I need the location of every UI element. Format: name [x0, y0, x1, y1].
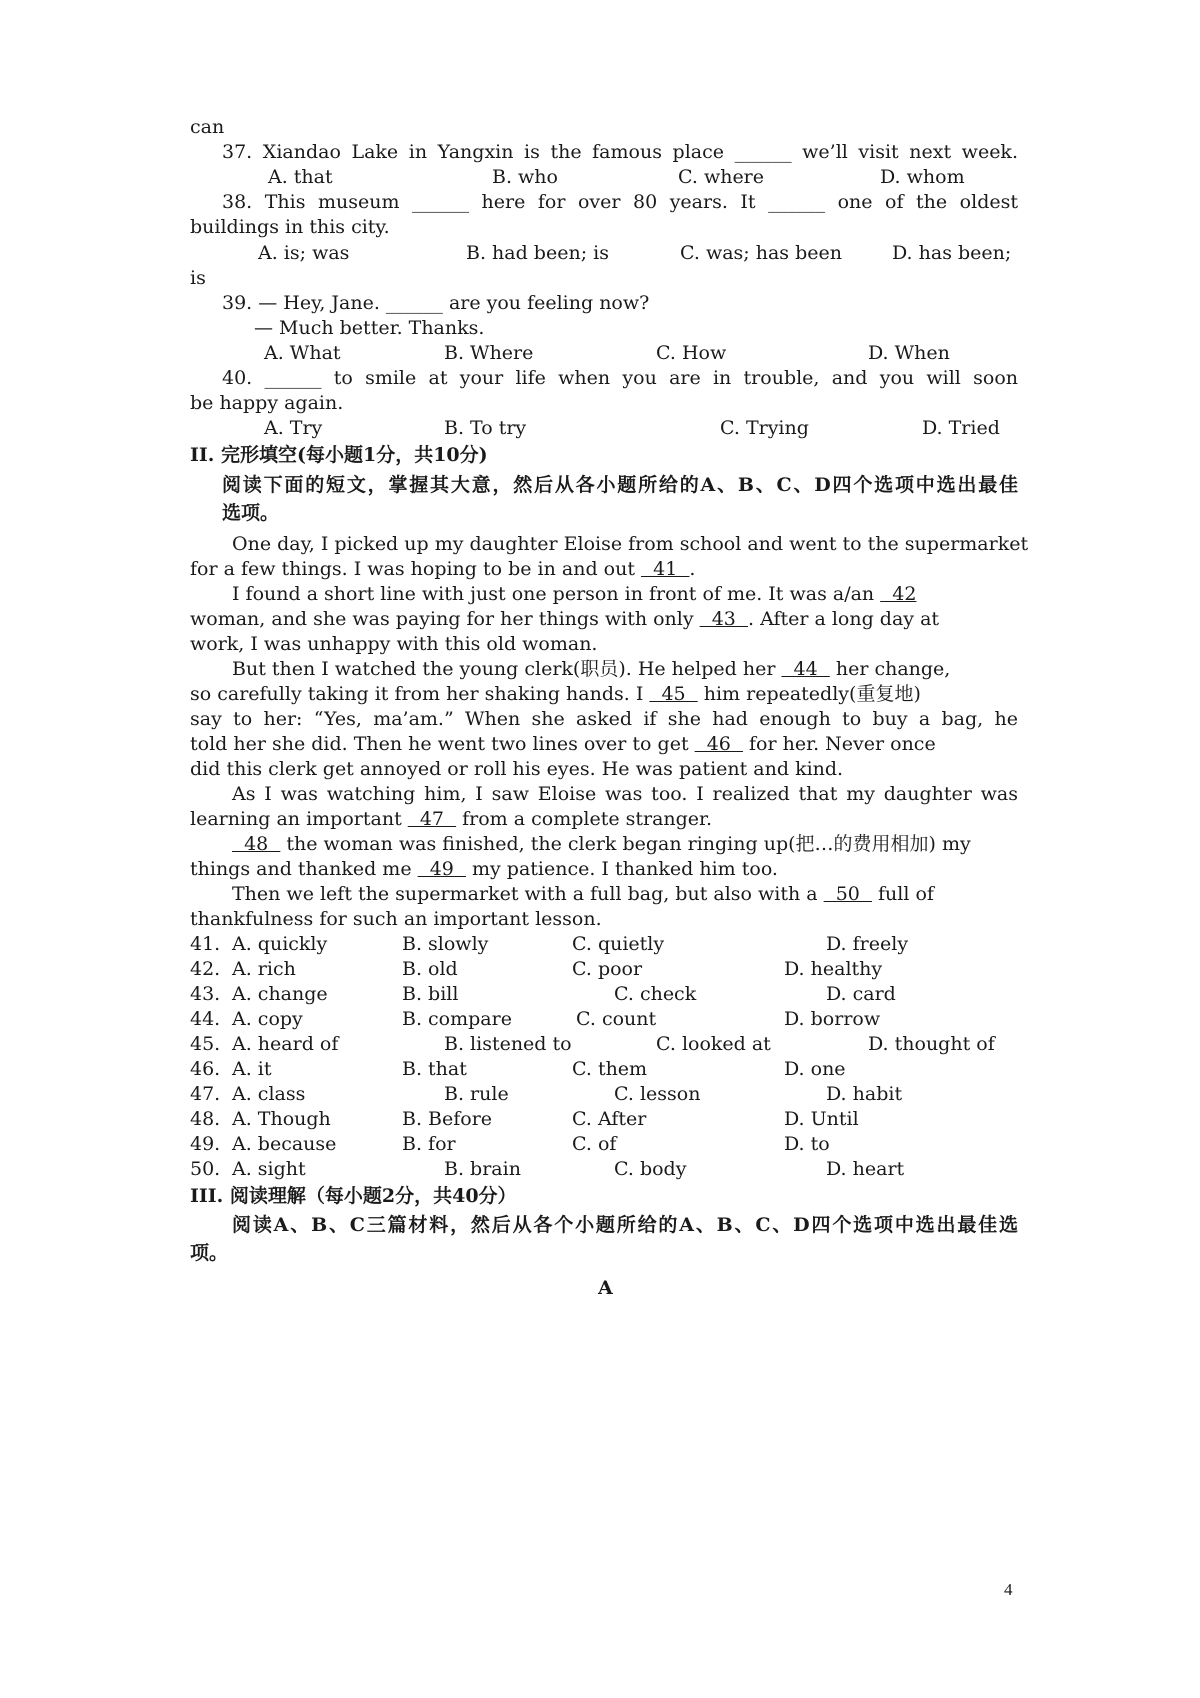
option-c: C. check: [614, 983, 697, 1005]
q39-option-d: D. When: [868, 342, 950, 364]
question-40-cont: be happy again.: [190, 392, 344, 414]
q40-option-d: D. Tried: [922, 417, 1000, 439]
option-c: C. looked at: [656, 1033, 771, 1055]
blank-41: 41: [641, 558, 690, 580]
passage-line: One day, I picked up my daughter Eloise from school and went to the supermarket: [232, 533, 1029, 555]
option-b: B. rule: [444, 1083, 509, 1105]
section-2-instruction-cont: 选项。: [222, 502, 280, 524]
passage-a-title: A: [598, 1277, 613, 1299]
q40-option-a: A. Try: [264, 417, 323, 439]
passage-line: 48 the woman was finished, the clerk began ringing up(把…的费用相加) my: [232, 833, 971, 855]
passage-line: say to her: “Yes, ma’am.” When she asked if she had enough to buy a bag, he: [190, 708, 1018, 730]
option-row-number: 44.: [190, 1008, 221, 1030]
q38-option-b: B. had been; is: [466, 242, 609, 264]
q39-option-b: B. Where: [444, 342, 534, 364]
section-2-instruction: 阅读下面的短文，掌握其大意，然后从各小题所给的A、B、C、D四个选项中选出最佳: [222, 474, 1018, 496]
option-c: C. of: [572, 1133, 617, 1155]
passage-line: I found a short line with just one person in front of me. It was a/an 42: [232, 583, 917, 605]
option-d: D. borrow: [784, 1008, 881, 1030]
question-40: 40. ______ to smile at your life when you are in trouble, and you will soon: [222, 367, 1018, 389]
option-row-number: 42.: [190, 958, 221, 980]
blank-49: 49: [417, 858, 466, 880]
page-number: 4: [1004, 1580, 1013, 1599]
q38-option-d: D. has been;: [892, 242, 1012, 264]
option-b: B. for: [402, 1133, 456, 1155]
option-row-number: 48.: [190, 1108, 221, 1130]
option-c: C. count: [576, 1008, 657, 1030]
option-b: B. Before: [402, 1108, 493, 1130]
blank-48: 48: [232, 833, 281, 855]
option-c: C. quietly: [572, 933, 665, 955]
blank-45: 45: [649, 683, 698, 705]
section-3-instruction: 阅读A、B、C三篇材料，然后从各个小题所给的A、B、C、D四个选项中选出最佳选: [232, 1214, 1018, 1236]
option-c: C. lesson: [614, 1083, 701, 1105]
option-a: A. Though: [232, 1108, 331, 1130]
q37-option-c: C. where: [678, 166, 765, 188]
option-d: D. habit: [826, 1083, 903, 1105]
passage-line: for a few things. I was hoping to be in and out 41 .: [190, 558, 696, 580]
blank-44: 44: [781, 658, 830, 680]
passage-line: As I was watching him, I saw Eloise was too. I realized that my daughter was: [232, 783, 1018, 805]
blank-46: 46: [694, 733, 743, 755]
passage-line: thankfulness for such an important lesson.: [190, 908, 602, 930]
option-d: D. to: [784, 1133, 830, 1155]
question-38: 38. This museum ______ here for over 80 years. It ______ one of the oldest: [222, 191, 1018, 213]
blank-47: 47: [407, 808, 457, 830]
option-a: A. quickly: [232, 933, 328, 955]
q37-option-a: A. that: [268, 166, 333, 188]
q37-option-b: B. who: [492, 166, 558, 188]
question-39: 39. — Hey, Jane. ______ are you feeling now?: [222, 292, 650, 314]
option-a: A. change: [232, 983, 328, 1005]
option-a: A. sight: [232, 1158, 306, 1180]
q39-option-a: A. What: [264, 342, 341, 364]
section-2-heading: II. 完形填空(每小题1分，共10分): [190, 444, 488, 466]
option-b: B. listened to: [444, 1033, 572, 1055]
q37-option-d: D. whom: [880, 166, 965, 188]
passage-line: work, I was unhappy with this old woman.: [190, 633, 598, 655]
option-b: B. compare: [402, 1008, 512, 1030]
option-row-number: 41.: [190, 933, 221, 955]
option-c: C. them: [572, 1058, 648, 1080]
option-c: C. poor: [572, 958, 643, 980]
passage-line: Then we left the supermarket with a full bag, but also with a 50 full of: [232, 883, 934, 905]
option-d: D. heart: [826, 1158, 905, 1180]
blank-43: 43: [699, 608, 748, 630]
option-d: D. thought of: [868, 1033, 995, 1055]
option-a: A. it: [232, 1058, 272, 1080]
option-c: C. After: [572, 1108, 647, 1130]
section-3-instruction-cont: 项。: [190, 1242, 229, 1264]
option-b: B. old: [402, 958, 458, 980]
q38-option-d-cont: is: [190, 267, 206, 289]
blank-42: 42: [880, 583, 917, 605]
option-d: D. one: [784, 1058, 846, 1080]
option-row-number: 45.: [190, 1033, 221, 1055]
text-line: can: [190, 116, 225, 138]
passage-line: did this clerk get annoyed or roll his eyes. He was patient and kind.: [190, 758, 844, 780]
question-39-reply: — Much better. Thanks.: [254, 317, 485, 339]
q39-option-c: C. How: [656, 342, 727, 364]
option-b: B. brain: [444, 1158, 521, 1180]
option-b: B. that: [402, 1058, 467, 1080]
section-3-heading: III. 阅读理解（每小题2分，共40分）: [190, 1185, 517, 1207]
blank-50: 50: [823, 883, 872, 905]
question-37: 37. Xiandao Lake in Yangxin is the famous place ______ we’ll visit next week.: [222, 141, 1018, 163]
option-c: C. body: [614, 1158, 687, 1180]
option-a: A. copy: [232, 1008, 303, 1030]
option-b: B. bill: [402, 983, 459, 1005]
question-38-cont: buildings in this city.: [190, 216, 390, 238]
q40-option-b: B. To try: [444, 417, 527, 439]
q38-option-a: A. is; was: [258, 242, 350, 264]
option-row-number: 49.: [190, 1133, 221, 1155]
option-a: A. class: [232, 1083, 306, 1105]
q38-option-c: C. was; has been: [680, 242, 842, 264]
option-row-number: 46.: [190, 1058, 221, 1080]
option-d: D. freely: [826, 933, 909, 955]
passage-line: told her she did. Then he went two lines over to get 46 for her. Never once: [190, 733, 936, 755]
option-b: B. slowly: [402, 933, 489, 955]
q40-option-c: C. Trying: [720, 417, 809, 439]
option-a: A. rich: [232, 958, 296, 980]
option-a: A. because: [232, 1133, 337, 1155]
passage-line: But then I watched the young clerk(职员). He helped her 44 her change,: [232, 658, 951, 680]
passage-line: woman, and she was paying for her things with only 43 . After a long day at: [190, 608, 940, 630]
option-d: D. healthy: [784, 958, 883, 980]
passage-line: learning an important 47 from a complete stranger.: [190, 808, 713, 830]
option-row-number: 43.: [190, 983, 221, 1005]
passage-line: things and thanked me 49 my patience. I thanked him too.: [190, 858, 778, 880]
option-row-number: 50.: [190, 1158, 221, 1180]
option-d: D. Until: [784, 1108, 859, 1130]
passage-line: so carefully taking it from her shaking hands. I 45 him repeatedly(重复地): [190, 683, 921, 705]
option-d: D. card: [826, 983, 896, 1005]
option-row-number: 47.: [190, 1083, 221, 1105]
option-a: A. heard of: [232, 1033, 339, 1055]
